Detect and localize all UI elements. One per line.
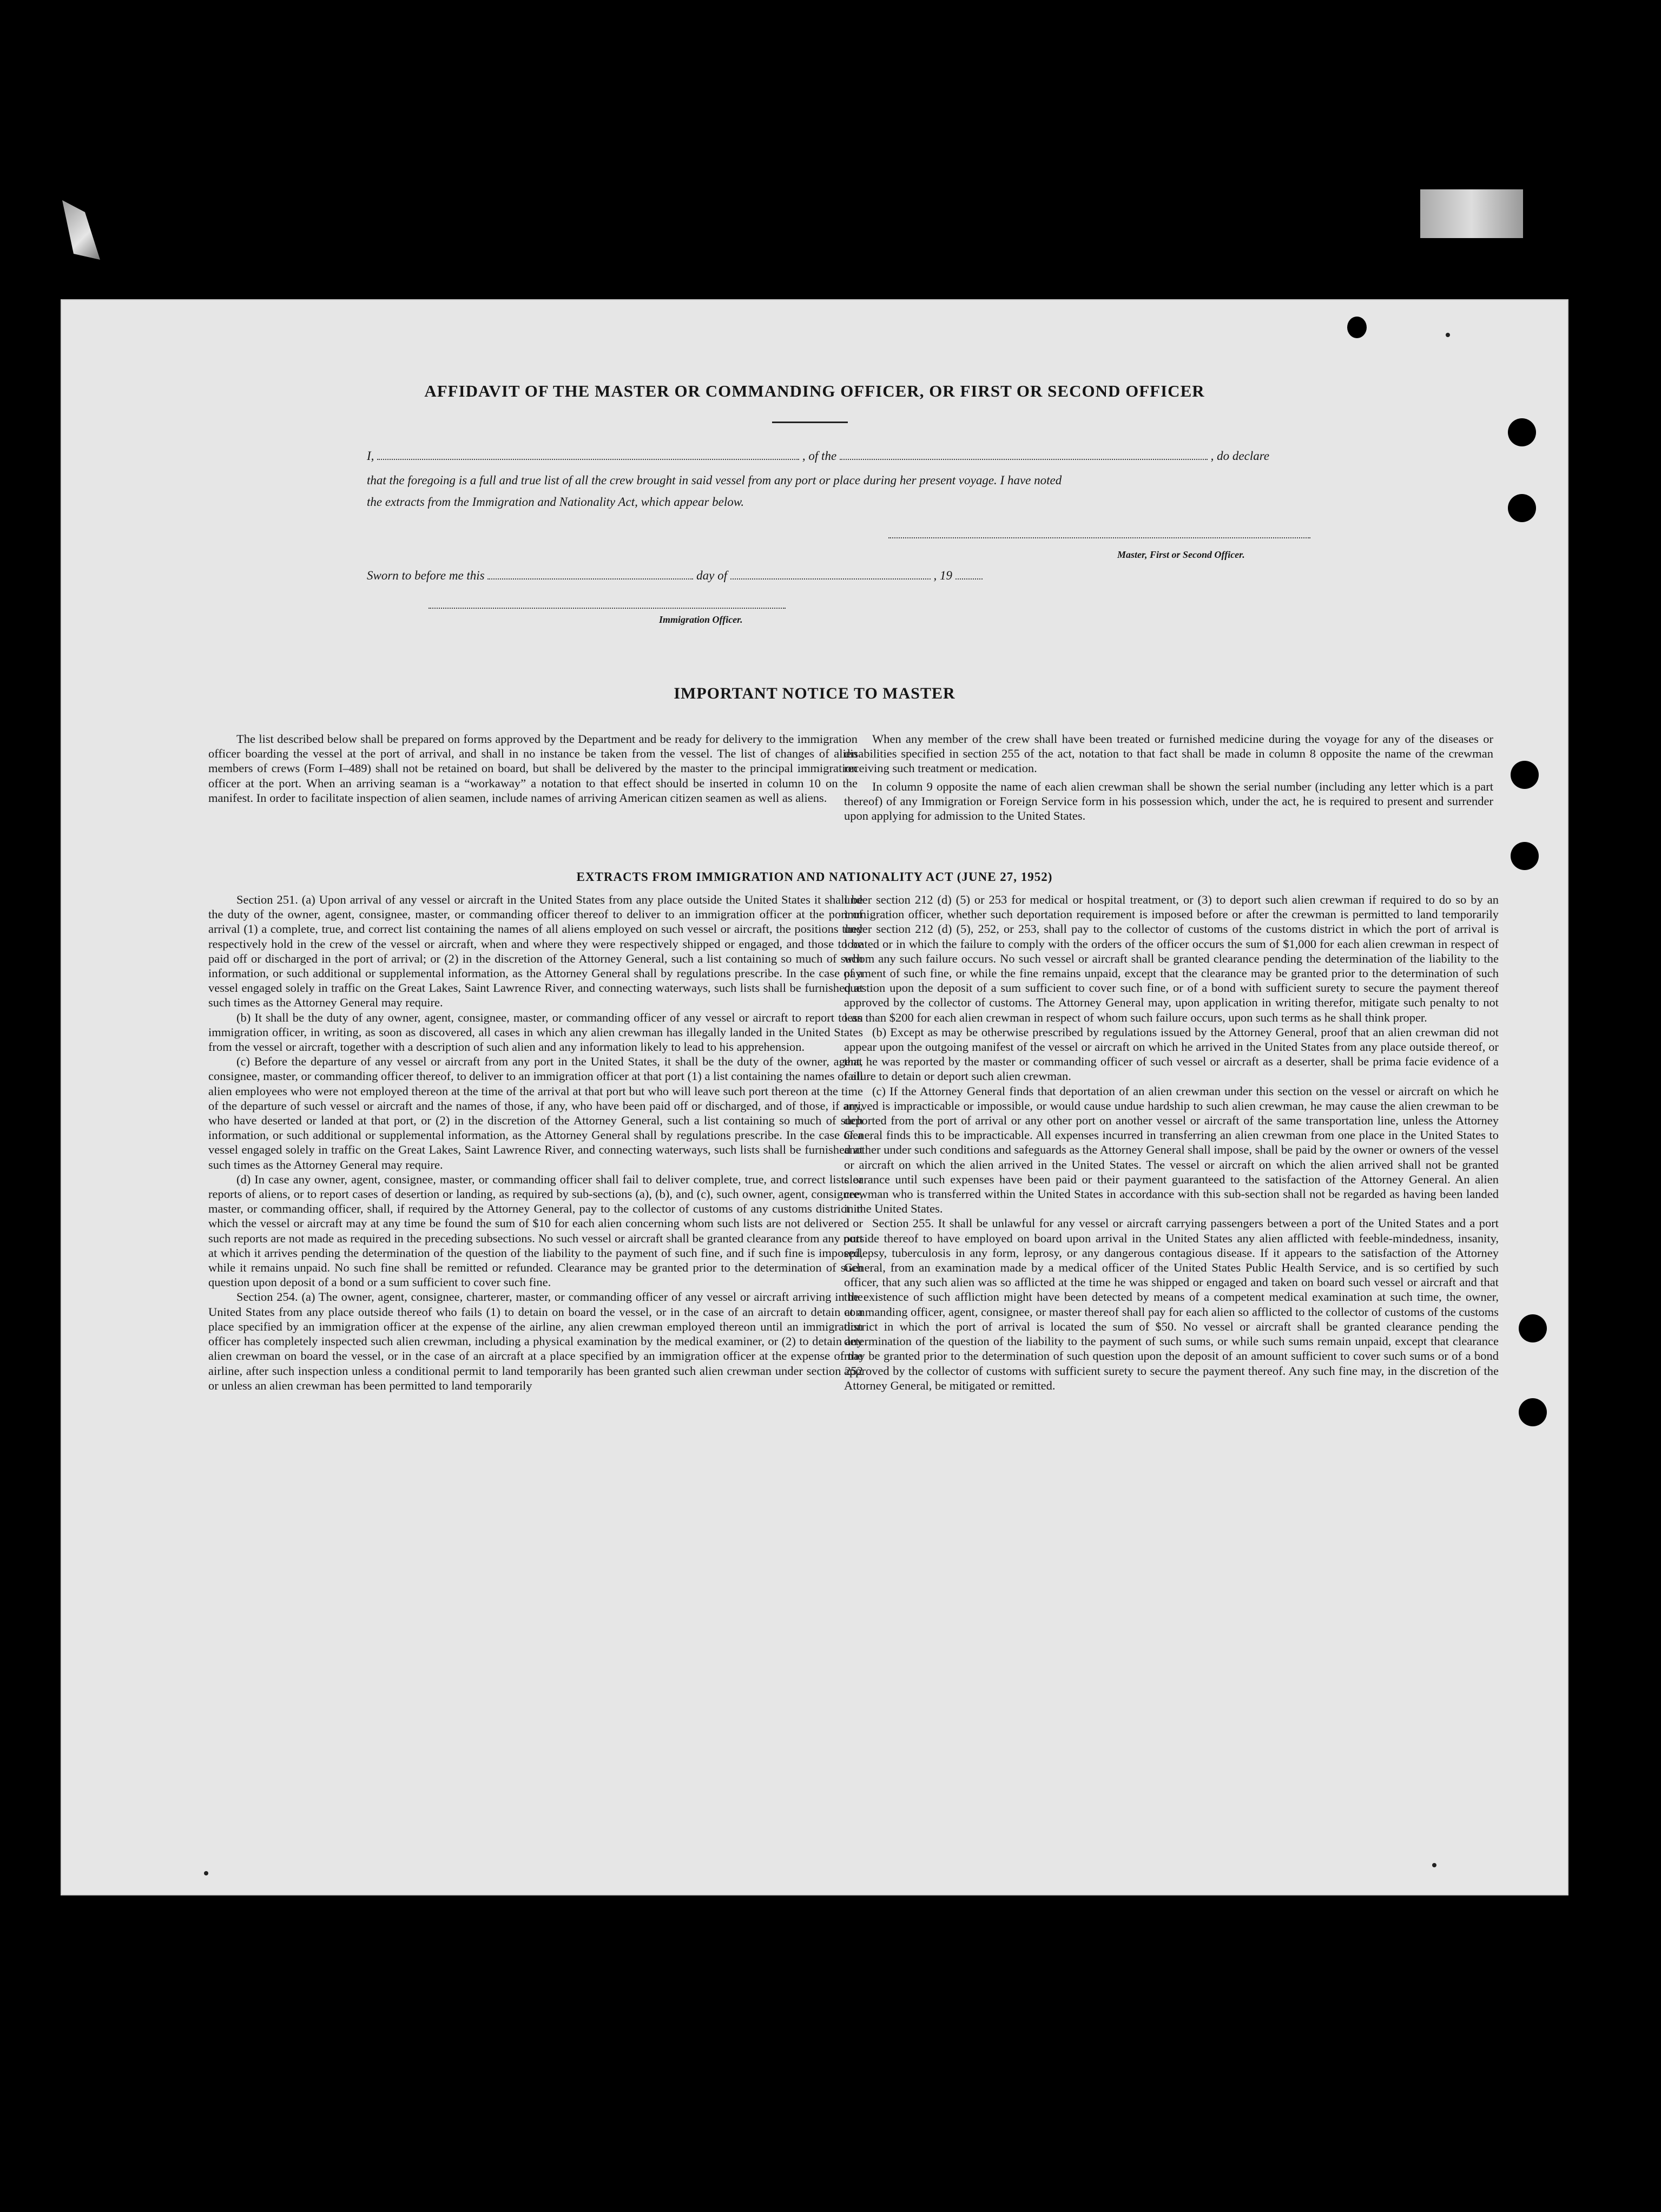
master-signature-caption: Master, First or Second Officer. [1117, 549, 1245, 560]
torn-paper-scrap [62, 200, 100, 260]
section-251-a: Section 251. (a) Upon arrival of any vessel or aircraft in the United States from any place outside the United States it shall be the duty of the owner, agent, consignee, master, or commanding officer thereof to deliver to an immigration officer at the port of arrival (1) a complete, true, and correct list containing the names of all aliens employed on such vessel or aircraft, the positions they respectively hold in the crew of the vessel or aircraft, when and where they were respectively shipped or engaged, and those to be paid off or discharged in the port of arrival; or (2) in the discretion of the Attorney General, such a list containing so much of such information, or such additional or supplemental information, as the Attorney General shall by regulations prescribe. In the case of a vessel engaged solely in traffic on the Great Lakes, Saint Lawrence River, and connecting waterways, such lists shall be furnished at such times as the Attorney General may require. [208, 893, 863, 1010]
notice-right-column [844, 732, 1493, 823]
sworn-label: Sworn to before me this [367, 569, 485, 582]
vessel-name-field[interactable] [840, 451, 1208, 460]
master-signature-field[interactable] [888, 537, 1310, 538]
punch-hole [1508, 418, 1536, 446]
declaration-line-3: the extracts from the Immigration and Nationality Act, which appear below. [367, 495, 744, 509]
section-255: Section 255. It shall be unlawful for any vessel or aircraft carrying passengers between a port of the United States and a port outside thereof to have employed on board upon arrival in the United States any alien afflicted with feeble-mindedness, insanity, epilepsy, tuberculosis in any form, leprosy, or any dangerous contagious disease. If it appears to the satisfaction of the Attorney General, from an examination made by a medical officer of the United States Public Health Service, and is so certified by such officer, that any such alien was so afflicted at the time he was shipped or engaged and taken on board such vessel or aircraft and that the existence of such affliction might have been detected by means of a competent medical examination at such time, the owner, commanding officer, agent, consignee, or master thereof shall pay for each alien so afflicted to the collector of customs of the customs district in which the port of arrival is located the sum of $50. No vessel or aircraft shall be granted clearance pending the determination of the question of the liability to the payment of such sums, or while such sums remain unpaid, except that clearance may be granted prior to the determination of such question upon the deposit of an amount sufficient to cover such sums or of a bond approved by the collector of customs with sufficient surety to secure the payment thereof. Any such fine may, in the discretion of the Attorney General, be mitigated or remitted. [844, 1216, 1499, 1392]
speck [1446, 333, 1450, 337]
section-251-d: (d) In case any owner, agent, consignee, master, or commanding officer shall fail to deliver complete, true, and correct lists or reports of aliens, or to report cases of desertion or landing, as required by sub-sections (a), (b), and (c), such owner, agent, consignee, master, or commanding officer, shall, if required by the Attorney General, pay to the collector of customs of any customs district in which the vessel or aircraft may at any time be found the sum of $10 for each alien concerning whom such lists are not delivered or such reports are not made as required in the preceding subsections. No such vessel or aircraft shall be granted clearance from any port at which it arrives pending the determination of the question of the liability to the payment of such fine, and if such fine is imposed, while it remains unpaid. No such fine shall be remitted or refunded. Clearance may be granted prior to the determination of such question upon deposit of a bond or a sum sufficient to cover such fine. [208, 1172, 863, 1289]
section-254-b: (b) Except as may be otherwise prescribed by regulations issued by the Attorney General, proof that an alien crewman did not appear upon the outgoing manifest of the vessel or aircraft on which he arrived in the United States from any place outside thereof, or that he was reported by the master or commanding officer of such vessel or aircraft as a deserter, shall be prima facie evidence of a failure to detain or deport such alien crewman. [844, 1025, 1499, 1083]
speck [1432, 1863, 1436, 1867]
extracts-right-column [844, 892, 1499, 1393]
notice-left-column [208, 732, 858, 805]
extracts-title: EXTRACTS FROM IMMIGRATION AND NATIONALITY ACT (JUNE 27, 1952) [576, 870, 1053, 884]
immigration-officer-signature-field[interactable] [429, 608, 786, 609]
declarant-name-field[interactable] [377, 451, 799, 460]
section-251-b: (b) It shall be the duty of any owner, agent, consignee, master, or commanding officer of any vessel or aircraft to report to an immigration officer, in writing, as soon as discovered, all cases in which any alien crewman has illegally landed in the United States from the vessel or aircraft, together with a description of such alien and any information likely to lead to his apprehension. [208, 1010, 863, 1054]
year-label: , 19 [933, 569, 952, 582]
day-of-label: day of [696, 569, 727, 582]
affidavit-title: AFFIDAVIT OF THE MASTER OR COMMANDING OFFICER, OR FIRST OR SECOND OFFICER [424, 381, 1205, 400]
section-254-a: Section 254. (a) The owner, agent, consignee, charterer, master, or commanding officer of any vessel or aircraft arriving in the United States from any place outside thereof who fails (1) to detain on board the vessel, or in the case of an aircraft to detain at a place specified by an immigration officer at the expense of the airline, any alien crewman employed thereon until an immigration officer has completely inspected such alien crewman, including a physical examination by the medical examiner, or (2) to detain any alien crewman on board the vessel, or in the case of an aircraft at a place specified by an immigration officer at the expense of the airline, after such inspection unless a conditional permit to land temporarily has been granted such alien crewman under section 252 or unless an alien crewman has been permitted to land temporarily [208, 1290, 863, 1392]
immigration-officer-caption: Immigration Officer. [659, 614, 743, 625]
declaration-of-the: , of the [802, 449, 837, 463]
notice-right-paragraph-2: In column 9 opposite the name of each alien crewman shall be shown the serial number (including any letter which is a part thereof) of any Immigration or Foreign Service form in his possession which, under the act, he is required to present and surrender upon applying for admission to the United States. [844, 779, 1493, 823]
extracts-left-column [208, 892, 863, 1393]
document-page [61, 299, 1568, 1895]
punch-hole [1519, 1314, 1547, 1342]
punch-hole [1347, 317, 1367, 338]
declaration-do-declare: , do declare [1210, 449, 1270, 463]
section-254-c: (c) If the Attorney General finds that deportation of an alien crewman under this section on the vessel or aircraft on which he arrived is impracticable or impossible, or would cause undue hardship to such alien crewman, he may cause the alien crewman to be deported from the port of arrival or any other port on another vessel or aircraft of the same transportation line, unless the Attorney General finds this to be impracticable. All expenses incurred in transferring an alien crewman from one place in the United States to another under such conditions and safeguards as the Attorney General shall impose, shall be paid by the owner or owners of the vessel or aircraft on which the alien arrived in the United States. The vessel or aircraft on which the alien arrived shall not be granted clearance until such expenses have been paid or their payment guaranteed to the satisfaction of the Attorney General. An alien crewman who is transferred within the United States in accordance with this sub-section shall not be regarded as having been landed in the United States. [844, 1084, 1499, 1216]
punch-hole [1508, 494, 1536, 522]
sworn-line [367, 569, 983, 583]
punch-hole [1511, 761, 1539, 789]
notice-right-paragraph-1: When any member of the crew shall have been treated or furnished medicine during the voyage for any of the diseases or disabilities specified in section 255 of the act, notation to that fact shall be made in column 8 opposite the name of the crewman receiving such treatment or medication. [844, 732, 1493, 775]
title-rule [772, 422, 848, 423]
torn-paper-scrap [1420, 189, 1523, 238]
declaration-i: I, [367, 449, 374, 463]
declaration-line-2: that the foregoing is a full and true list of all the crew brought in said vessel from any port or place during her present voyage. I have noted [367, 473, 1062, 487]
notice-left-paragraph: The list described below shall be prepared on forms approved by the Department and be ready for delivery to the immigration officer boarding the vessel at the port of arrival, and shall in no instance be taken from the vessel. The list of changes of alien members of crews (Form I–489) shall not be retained on board, but shall be delivered by the master to the principal immigration officer at the port. When an arriving seaman is a “workaway” a notation to that effect should be inserted in column 10 on the manifest. In order to facilitate inspection of alien seamen, include names of arriving American citizen seamen as well as aliens. [208, 732, 858, 805]
sworn-day-field[interactable] [487, 571, 693, 580]
section-254-a-continued: under section 212 (d) (5) or 253 for medical or hospital treatment, or (3) to deport such alien crewman if required to do so by an immigration officer, whether such deportation requirement is imposed before or after the crewman is permitted to land temporarily under section 212 (d) (5), 252, or 253, shall pay to the collector of customs of the customs district in which the port of arrival is located or in which the failure to comply with the orders of the officer occurs the sum of $1,000 for each alien crewman in respect of whom any such failure occurs. No such vessel or aircraft shall be granted clearance pending the determination of the liability to the payment of such fine, or while the fine remains unpaid, except that the clearance may be granted prior to the determination of such question upon the deposit of a sum sufficient to cover such fine, or of a bond with sufficient surety to secure the payment thereof approved by the collector of customs. The Attorney General may, upon application in writing therefor, mitigate such penalty to not less than $200 for each alien crewman in respect of whom such failure occurs, upon such terms as he shall think proper. [844, 893, 1499, 1024]
sworn-year-field[interactable] [955, 571, 983, 580]
punch-hole [1519, 1398, 1547, 1426]
section-251-c: (c) Before the departure of any vessel or aircraft from any port in the United States, it shall be the duty of the owner, agent, consignee, master, or commanding officer thereof, to deliver to an immigration officer at that port (1) a list containing the names of all alien employees who were not employed thereon at the time of the arrival at that port but who will leave such port thereon at the time of the departure of such vessel or aircraft and the names of those, if any, who have been paid off or discharged, and of those, if any, who have deserted or landed at that port, or (2) in the discretion of the Attorney General, such a list containing so much of such information, or such additional or supplemental information, as the Attorney General shall by regulations prescribe. In the case of a vessel engaged solely in traffic on the Great Lakes, Saint Lawrence River, and connecting waterways, such lists shall be furnished at such times as the Attorney General may require. [208, 1055, 863, 1171]
sworn-month-field[interactable] [730, 571, 931, 580]
notice-title: IMPORTANT NOTICE TO MASTER [674, 684, 955, 702]
punch-hole [1511, 842, 1539, 870]
speck [204, 1871, 208, 1875]
declaration-line-1 [367, 449, 1269, 463]
